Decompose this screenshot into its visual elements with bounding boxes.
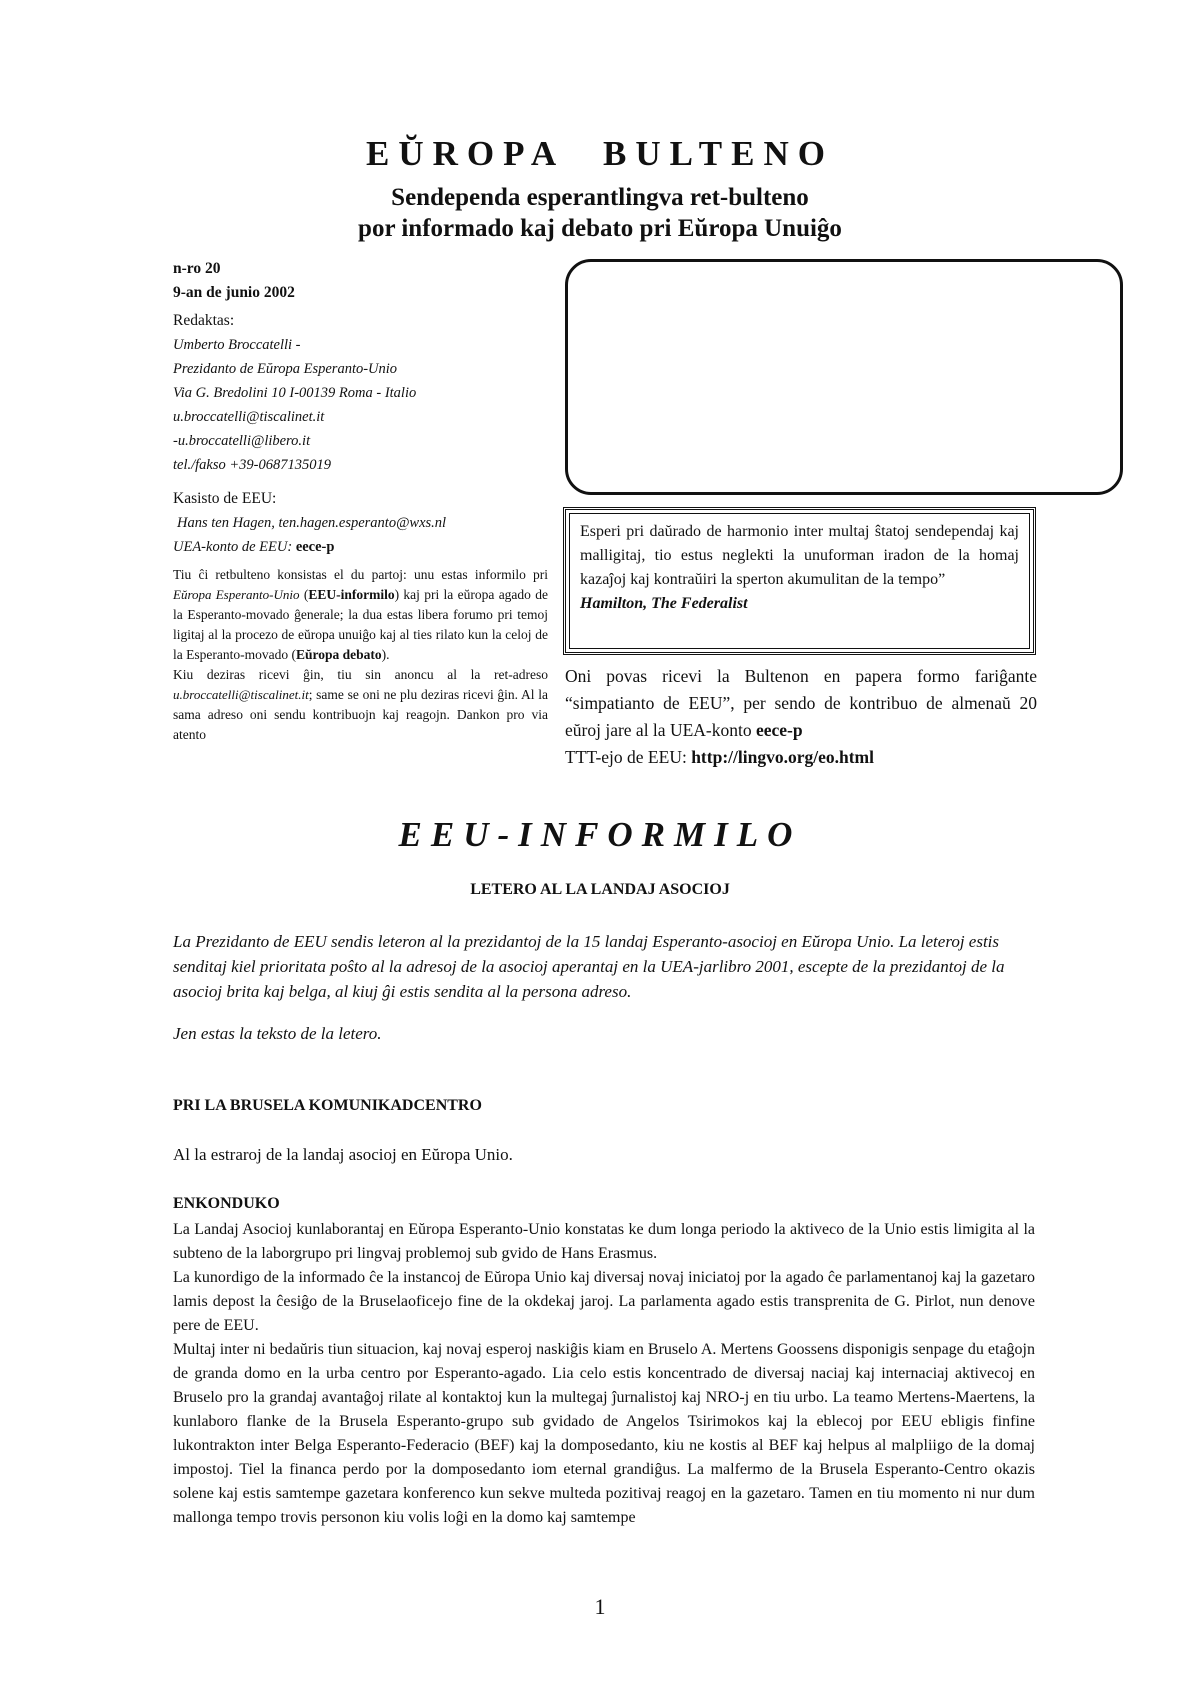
quote-text: Esperi pri daŭrado de harmonio inter multaj ŝtatoj sendependaj kaj malligitaj, tio estus neglekti la unuforman iradon de la homaj kazaĵoj kaj kontraŭiri la sperton akumulitan de la tempo” [580,523,1019,588]
intro-tag: EEU-informilo [308,587,395,602]
body-paragraph: Multaj inter ni bedaŭris tiun situacion, kaj novaj esperoj naskiĝis kiam en Bruselo A. Mertens Goossens disponigis senpage du etaĝojn de granda domo en la urba centro por Esperanto-agado. Lia celo estis koncentrado de diversaj naciaj kaj internaciaj aktivecoj en Bruselo pro la grandaj avantaĝoj rilate al kontaktoj kun la multegaj ĵurnalistoj kaj NRO-j en tiu urbo. La teamo Mertens-Maertens, la kunlaboro flanke de la Brusela Esperanto-grupo sub gvidado de Angelos Tsirimokos kaj la eblecoj por EEU ebligis finfine lukontrakton inter Belga Esperanto-Federacio (BEF) kaj la domposedanto, kiu ne kostis al BEF kaj helpus al malpliigo de la domaj impostoj. Tiel la financa perdo por la domposedanto iom eternal grandiĝus. La malfermo de la Brusela Esperanto-Centro okazis solene kaj estis samtempe gazetara konferenco kun sekve multeda pozitivaj reagoj en la gazetaro. Tamen en tiu momento ni nur dum mallonga tempo trovis personon kiu volis loĝi en la domo kaj samtempe [173,1341,1035,1526]
letter-subject-heading: PRI LA BRUSELA KOMUNIKADCENTRO [173,1097,482,1114]
intro-email[interactable]: u.broccatelli@tiscalinet.it [173,687,309,702]
letter-lead: Jen estas la teksto de la letero. [173,1024,382,1043]
section-subheading: ENKONDUKO [173,1195,280,1212]
quote-box [563,507,1036,655]
intro-paragraph: Tiu ĉi retbulteno konsistas el du partoj: unu estas informilo pri Eŭropa Esperanto-Unio (EEU-informilo) kaj pri la eŭropa agado de la Esperanto-movado ĝenerale; la dua estas libera forumo pri temoj ligitaj al la procezo de eŭropa unuiĝo kaj al ties rilato kun la celoj de la Esperanto-movado (Eŭropa debato). [173,567,548,662]
quote-attribution: Hamilton, The Federalist [580,595,748,612]
newsletter-title: EŬROPA BULTENO [366,134,834,173]
section-title: EEU-INFORMILO [398,815,802,854]
issue-date: 9-an de junio 2002 [173,284,295,301]
intro-text-part: Kiu deziras ricevi ĝin, tiu sin anoncu al la ret-adreso [173,667,548,682]
image-placeholder-frame [565,259,1123,495]
issue-number: n-ro 20 [173,260,221,277]
newsletter-subtitle-2: por informado kaj debato pri Eŭropa Unuiĝo [358,215,842,242]
editor-block [173,309,548,477]
quote-inner [569,513,1030,649]
intro-tag: Eŭropa debato [295,647,382,662]
intro-text [173,565,548,745]
editor-line: Via G. Bredolini 10 I-00139 Roma - Italio [173,385,417,401]
editor-phone: tel./fakso +39-0687135019 [173,457,331,473]
website-link[interactable]: http://lingvo.org/eo.html [691,747,874,767]
treasurer-name: Hans ten Hagen, ten.hagen.esperanto@wxs.nl [177,515,447,531]
editor-email-alt[interactable]: -u.broccatelli@libero.it [173,433,311,449]
letter-heading: LETERO AL LA LANDAJ ASOCIOJ [470,881,730,898]
editor-line: Prezidanto de Eŭropa Esperanto-Unio [173,361,398,377]
issue-info [173,257,548,305]
treasurer-block [173,487,548,559]
support-text: Oni povas ricevi la Bultenon en papera formo fariĝante “simpatianto de EEU”, per sendo de kontribuo de almenaŭ 20 eŭroj jare al la UEA-konto [565,666,1037,740]
page-number: 1 [594,1594,606,1619]
letter-greeting: Al la estraroj de la landaj asocioj en Eŭropa Unio. [173,1145,513,1164]
intro-paragraph [173,665,548,745]
treasurer-account [173,535,548,559]
account-label: UEA-konto de EEU: [173,539,293,555]
editor-email[interactable]: u.broccatelli@tiscalinet.it [173,409,325,425]
intro-text-part: kaj pri la eŭropa agado de la Esperanto-movado ĝenerale; la dua estas libera forumo pri temoj ligitaj al la procezo de eŭropa unuiĝo kaj al ties rilato kun la celoj de la Esperanto-movado [173,587,548,662]
editor-line: Umberto Broccatelli - [173,337,301,353]
letter-body [173,1218,1035,1530]
treasurer-label: Kasisto de EEU: [173,490,277,507]
body-paragraph: La Landaj Asocioj kunlaborantaj en Eŭropa Esperanto-Unio konstatas ke dum longa periodo la aktiveco de la Unio estis limigita al la subteno de la laborgrupo pri lingvaj problemoj sub gvido de Hans Erasmus. [173,1221,1035,1262]
newsletter-subtitle-1: Sendependa esperantlingva ret-bulteno [391,184,809,211]
intro-text-part: Tiu ĉi retbulteno konsistas el du partoj: unu estas informilo pri [173,567,548,582]
editor-label: Redaktas: [173,312,235,329]
support-account: eece-p [755,720,803,740]
support-info [565,663,1037,771]
web-label: TTT-ejo de EEU: [565,747,692,767]
intro-text-part: ; same se oni ne plu deziras ricevi ĝin. Al la sama adreso oni sendu kontribuojn kaj reagojn. Dankon pro via atento [173,687,548,742]
intro-org: Eŭropa Esperanto-Unio [173,587,300,602]
letter-intro: La Prezidanto de EEU sendis leteron al la prezidantoj de la 15 landaj Esperanto-asocioj en Eŭropa Unio. La leteroj estis senditaj kiel prioritata poŝto al la adresoj de la asocioj aperantaj en la UEA-jarlibro 2001, escepte de la prezidantoj de la asocioj brita kaj belga, al kiuj ĝi estis sendita al la persona adreso. [173,932,1005,1001]
account-code: eece-p [295,539,335,555]
body-paragraph: La kunordigo de la informado ĉe la instancoj de Eŭropa Unio kaj diversaj novaj iniciatoj por la agado ĉe parlamentanoj kaj la gazetaro lamis depost la ĉesiĝo de la Bruselaoficejo fine de la okdekaj jaroj. La parlamenta agado estis transprenita de G. Pirlot, nun denove pere de EEU. [173,1269,1035,1334]
